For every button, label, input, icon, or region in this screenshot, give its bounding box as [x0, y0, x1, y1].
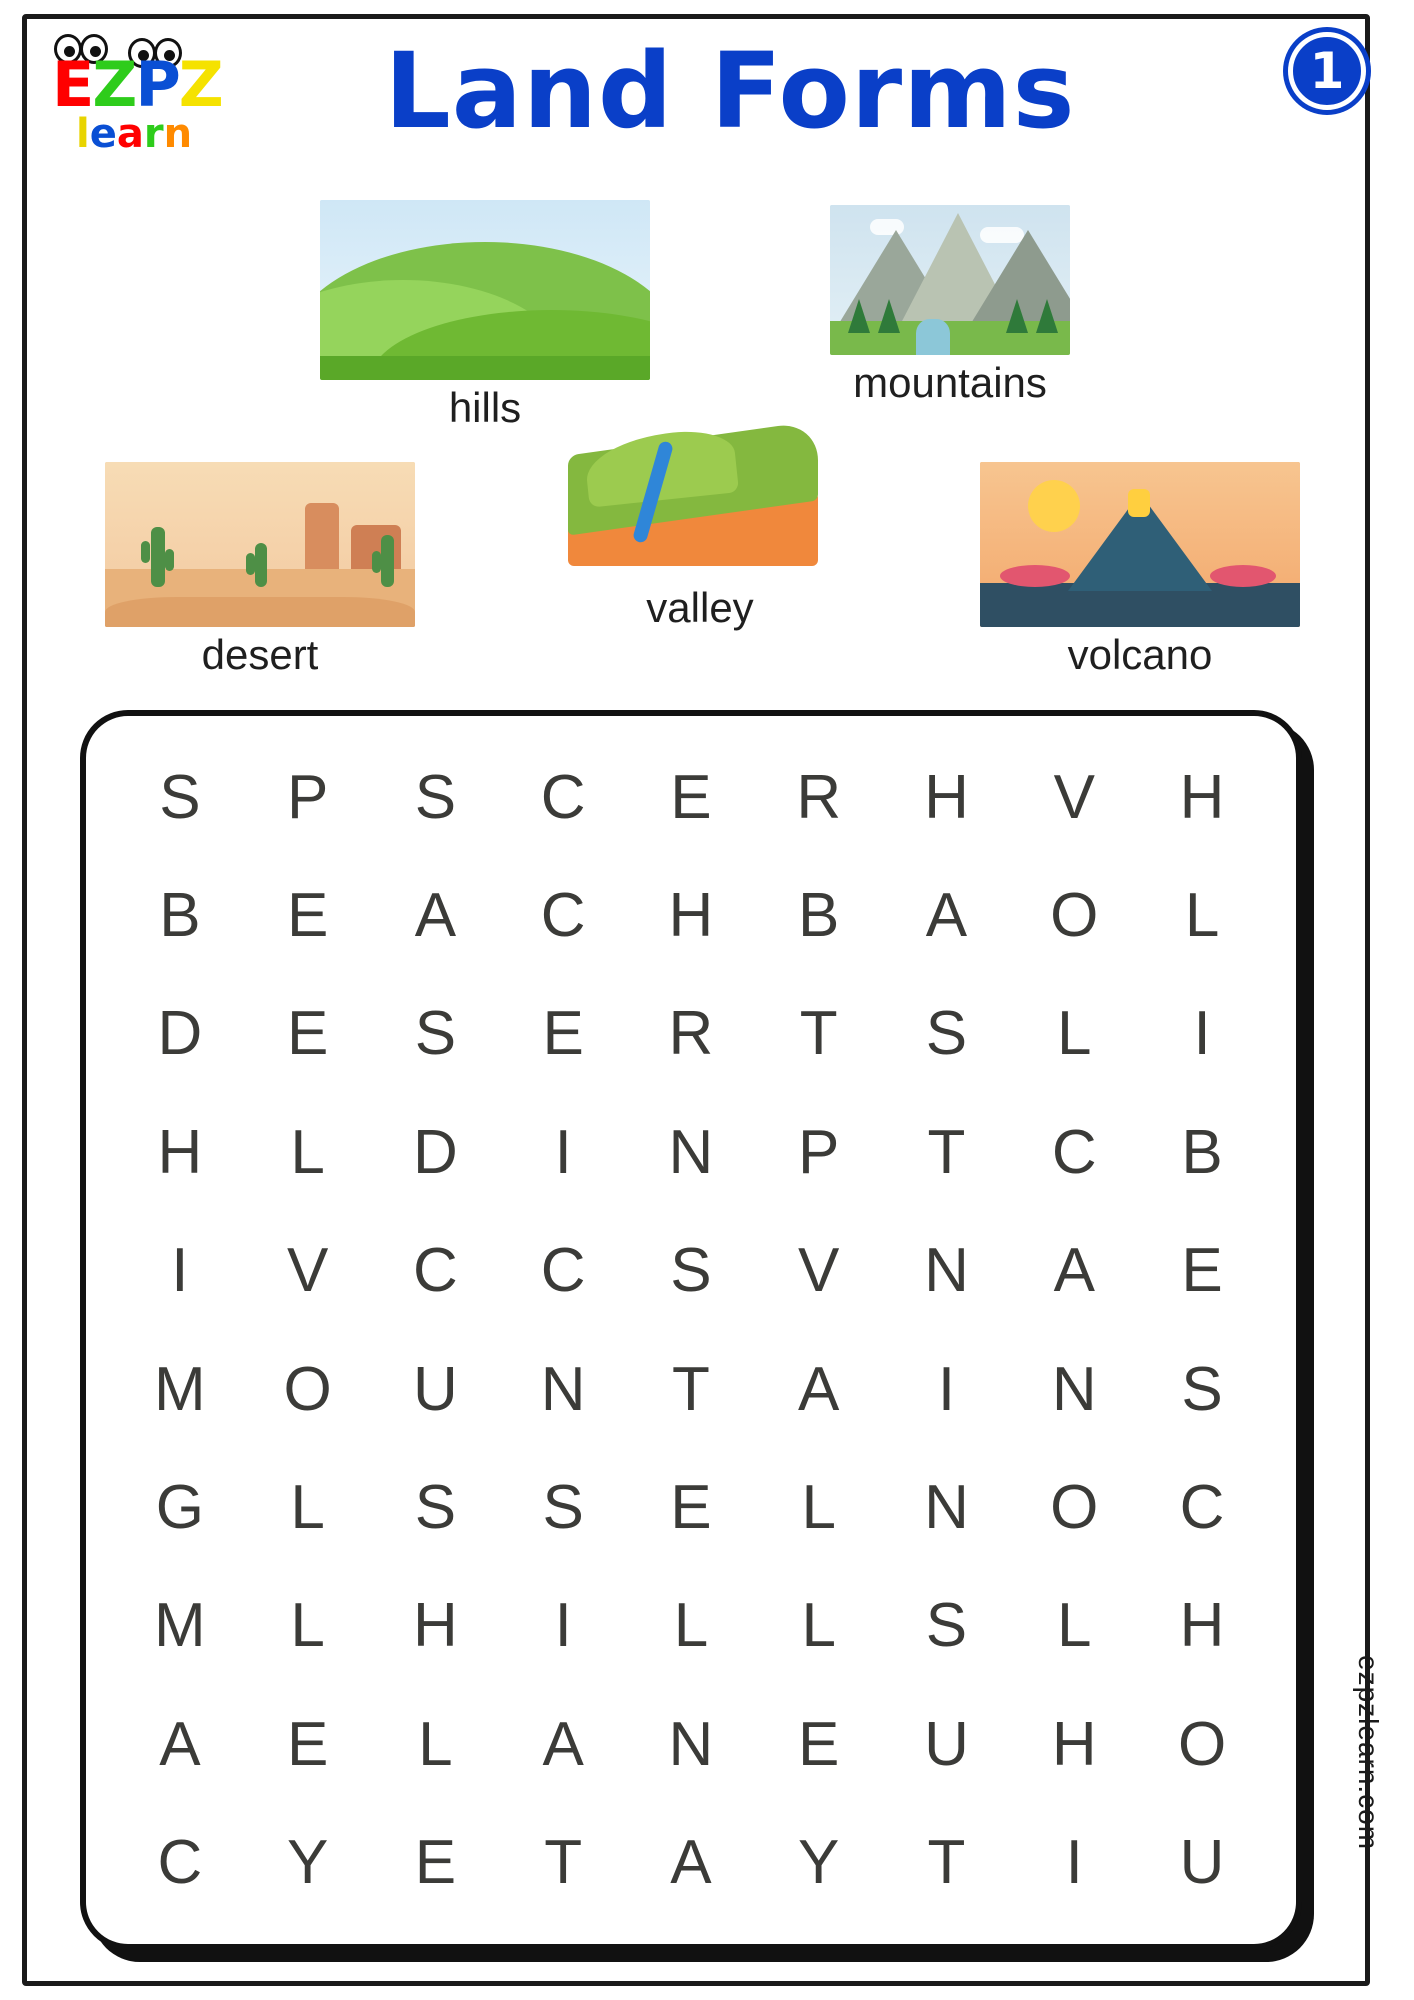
- grid-cell[interactable]: C: [157, 1828, 203, 1898]
- grid-cell[interactable]: V: [798, 1236, 840, 1306]
- desert-image: [105, 462, 415, 627]
- logo-letter: l: [76, 111, 90, 157]
- grid-cell[interactable]: E: [286, 1709, 329, 1779]
- picture-caption: valley: [646, 584, 754, 631]
- grid-cell[interactable]: T: [927, 1828, 966, 1898]
- picture-caption: hills: [448, 384, 522, 431]
- grid-cell[interactable]: S: [414, 1473, 457, 1543]
- logo-letter: r: [143, 111, 164, 157]
- logo-letter: a: [116, 111, 144, 157]
- grid-cell[interactable]: I: [554, 1591, 572, 1661]
- grid-cell[interactable]: M: [154, 1354, 206, 1424]
- picture-card-desert: [105, 462, 415, 679]
- grid-cell[interactable]: L: [290, 1117, 325, 1187]
- grid-cell[interactable]: E: [1181, 1236, 1223, 1306]
- grid-cell[interactable]: O: [1177, 1709, 1227, 1779]
- grid-cell[interactable]: L: [1057, 999, 1092, 1069]
- logo-line-2: [76, 111, 193, 157]
- grid-cell[interactable]: L: [801, 1591, 836, 1661]
- grid-cell[interactable]: U: [413, 1354, 458, 1424]
- logo-letter: P: [135, 48, 179, 121]
- grid-cell[interactable]: P: [286, 762, 329, 832]
- grid-cell[interactable]: P: [798, 1117, 840, 1187]
- grid-cell[interactable]: C: [1051, 1117, 1097, 1187]
- grid-cell[interactable]: L: [673, 1591, 709, 1661]
- grid-cell[interactable]: M: [154, 1591, 206, 1661]
- grid-cell[interactable]: L: [1057, 1591, 1092, 1661]
- table-row: [116, 975, 1266, 1093]
- grid-cell[interactable]: N: [924, 1473, 969, 1543]
- grid-cell[interactable]: S: [1181, 1354, 1223, 1424]
- table-row: [116, 1093, 1266, 1211]
- grid-cell[interactable]: S: [670, 1236, 712, 1306]
- logo-letter: e: [89, 111, 117, 157]
- grid-cell[interactable]: E: [286, 999, 329, 1069]
- logo-letter: Z: [92, 48, 136, 121]
- picture-caption: desert: [201, 631, 319, 678]
- grid-cell[interactable]: L: [1184, 881, 1220, 951]
- picture-caption: volcano: [1067, 631, 1213, 678]
- grid-cell[interactable]: E: [670, 762, 712, 832]
- grid-cell[interactable]: H: [413, 1591, 458, 1661]
- picture-card-mountains: [830, 205, 1070, 407]
- grid-cell[interactable]: H: [924, 762, 969, 832]
- grid-cell[interactable]: Y: [286, 1828, 329, 1898]
- picture-card-hills: [320, 200, 650, 432]
- volcano-image: [980, 462, 1300, 627]
- grid-cell[interactable]: U: [924, 1709, 969, 1779]
- grid-cell[interactable]: H: [1179, 762, 1225, 832]
- grid-cell[interactable]: A: [542, 1709, 584, 1779]
- website-label: ezpzlearn.com: [1353, 1654, 1384, 1850]
- grid-cell[interactable]: D: [157, 999, 203, 1069]
- grid-cell[interactable]: T: [544, 1828, 583, 1898]
- grid-cell[interactable]: A: [925, 881, 968, 951]
- grid-cell[interactable]: O: [1050, 1473, 1099, 1543]
- grid-cell[interactable]: C: [540, 881, 586, 951]
- grid-cell[interactable]: Y: [798, 1828, 840, 1898]
- grid-cell[interactable]: V: [1053, 762, 1095, 832]
- grid-cell[interactable]: L: [290, 1591, 325, 1661]
- grid-cell[interactable]: I: [937, 1354, 956, 1424]
- grid-cell[interactable]: R: [668, 999, 714, 1069]
- page-title: Land Forms: [384, 30, 1076, 152]
- grid-cell[interactable]: B: [798, 881, 840, 951]
- grid-cell[interactable]: N: [668, 1709, 714, 1779]
- grid-cell[interactable]: U: [1179, 1828, 1225, 1898]
- table-row: [116, 1804, 1266, 1922]
- grid-cell[interactable]: V: [286, 1236, 329, 1306]
- table-row: [116, 1448, 1266, 1566]
- grid-cell[interactable]: H: [1051, 1709, 1097, 1779]
- picture-caption: mountains: [853, 359, 1047, 406]
- logo-letter: Z: [178, 48, 222, 121]
- grid-cell[interactable]: R: [796, 762, 842, 832]
- grid-cell[interactable]: N: [924, 1236, 969, 1306]
- word-search-grid[interactable]: [80, 710, 1302, 1950]
- grid-cell[interactable]: L: [801, 1473, 836, 1543]
- grid-cell[interactable]: I: [171, 1236, 189, 1306]
- grid-cell[interactable]: N: [668, 1117, 714, 1187]
- grid-cell[interactable]: G: [155, 1473, 204, 1543]
- grid-cell[interactable]: T: [672, 1354, 710, 1424]
- grid-cell[interactable]: O: [283, 1354, 332, 1424]
- grid-cell[interactable]: I: [1065, 1828, 1083, 1898]
- picture-card-volcano: [980, 462, 1300, 679]
- logo-letter: n: [163, 111, 193, 157]
- grid-cell[interactable]: S: [925, 999, 968, 1069]
- page-number-badge: 1: [1288, 32, 1366, 110]
- grid-cell[interactable]: E: [542, 999, 584, 1069]
- grid-cell[interactable]: C: [540, 1236, 586, 1306]
- table-row: [116, 1212, 1266, 1330]
- table-row: [116, 1567, 1266, 1685]
- grid-cell[interactable]: B: [159, 881, 201, 951]
- grid-cell[interactable]: S: [414, 999, 457, 1069]
- grid-cell[interactable]: A: [159, 1709, 201, 1779]
- grid-cell[interactable]: S: [542, 1473, 584, 1543]
- table-row: [116, 1330, 1266, 1448]
- grid-cell[interactable]: S: [159, 762, 201, 832]
- grid-cell[interactable]: N: [540, 1354, 586, 1424]
- grid-cell[interactable]: H: [157, 1117, 203, 1187]
- logo-letter: E: [52, 48, 93, 121]
- grid-cell[interactable]: E: [286, 881, 329, 951]
- logo-line-1: [52, 48, 222, 121]
- grid-cell[interactable]: O: [1050, 881, 1099, 951]
- grid-cell[interactable]: H: [1179, 1591, 1225, 1661]
- grid-cell[interactable]: D: [413, 1117, 458, 1187]
- valley-image: [560, 420, 840, 580]
- grid-cell[interactable]: N: [1051, 1354, 1097, 1424]
- grid-cell[interactable]: B: [1181, 1117, 1223, 1187]
- grid-cell[interactable]: H: [668, 881, 714, 951]
- grid-cell[interactable]: A: [1053, 1236, 1095, 1306]
- grid-cell[interactable]: S: [925, 1591, 968, 1661]
- grid-cell[interactable]: I: [1193, 999, 1211, 1069]
- table-row: [116, 1685, 1266, 1803]
- table-row: [116, 738, 1266, 856]
- grid-cell[interactable]: I: [554, 1117, 572, 1187]
- grid-cell[interactable]: T: [799, 999, 838, 1069]
- grid-cell[interactable]: E: [414, 1828, 457, 1898]
- grid-cell[interactable]: E: [670, 1473, 712, 1543]
- grid-cell[interactable]: L: [418, 1709, 453, 1779]
- grid-cell[interactable]: E: [798, 1709, 840, 1779]
- grid-cell[interactable]: T: [927, 1117, 966, 1187]
- grid-cell[interactable]: A: [670, 1828, 712, 1898]
- grid-cell[interactable]: C: [413, 1236, 458, 1306]
- grid-cell[interactable]: A: [798, 1354, 840, 1424]
- grid-cell[interactable]: A: [414, 881, 457, 951]
- picture-card-valley: [560, 420, 840, 632]
- table-row: [116, 856, 1266, 974]
- letter-table: [116, 738, 1266, 1922]
- ezpz-learn-logo: [36, 18, 266, 188]
- grid-cell[interactable]: L: [290, 1473, 325, 1543]
- grid-cell[interactable]: C: [1179, 1473, 1225, 1543]
- hills-image: [320, 200, 650, 380]
- grid-cell[interactable]: C: [540, 762, 586, 832]
- mountains-image: [830, 205, 1070, 355]
- grid-cell[interactable]: S: [414, 762, 457, 832]
